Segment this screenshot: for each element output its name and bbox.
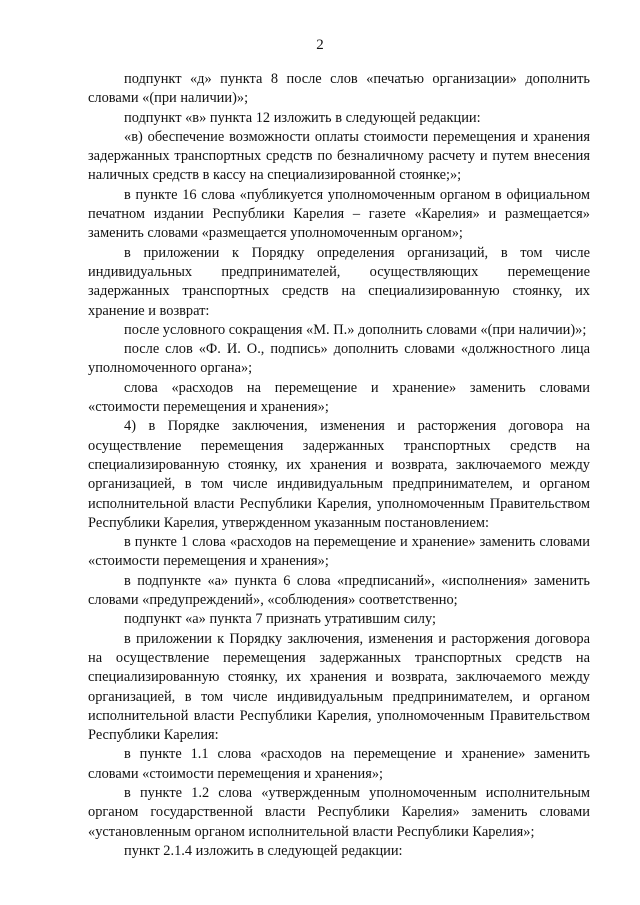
paragraph: в пункте 1 слова «расходов на перемещение и хранение» заменить словами «стоимости перемещения и хранения»; <box>88 534 590 570</box>
paragraph: в пункте 1.1 слова «расходов на перемещение и хранение» заменить словами «стоимости перемещения и хранения»; <box>88 746 590 782</box>
paragraph: подпункт «в» пункта 12 изложить в следующей редакции: <box>124 109 481 126</box>
paragraph: в приложении к Порядку определения организаций, в том числе индивидуальных предпринимателей, осуществляющих перемещение задержанных транспортных средств на специализированную стоянку, их хранение и возврат: <box>88 244 590 319</box>
paragraph: пункт 2.1.4 изложить в следующей редакции: <box>124 842 403 859</box>
paragraph: после условного сокращения «М. П.» дополнить словами «(при наличии)»; <box>124 321 587 338</box>
paragraph: в пункте 16 слова «публикуется уполномоченным органом в официальном печатном издании Республики Карелия – газете «Карелия» и размещается» заменить словами «размещается уполномоченным органом»; <box>88 186 590 242</box>
paragraph: «в) обеспечение возможности оплаты стоимости перемещения и хранения задержанных транспортных средств по безналичному расчету и путем внесения наличных средств в кассу на специализированной стоянке;»; <box>88 128 590 184</box>
page-number: 2 <box>316 37 324 53</box>
paragraph: в приложении к Порядку заключения, изменения и расторжения договора на осуществление перемещения задержанных транспортных средств на специализированную стоянку, их хранения и возврата, заключаемого между организацией, в том числе индивидуальным предпринимателем, и органом исполнительной власти Республики Карелия, уполномоченным Правительством Республики Карелия: <box>88 630 590 744</box>
document-body <box>88 70 590 861</box>
paragraph: слова «расходов на перемещение и хранение» заменить словами «стоимости перемещения и хранения»; <box>88 379 590 416</box>
paragraph: подпункт «а» пункта 7 признать утратившим силу; <box>124 611 436 628</box>
paragraph: подпункт «д» пункта 8 после слов «печатью организации» дополнить словами «(при наличии)»; <box>88 71 590 107</box>
paragraph: в пункте 1.2 слова «утвержденным уполномоченным исполнительным органом государственной власти Республики Карелия» заменить словами «установленным органом исполнительной власти Республики Карелия»; <box>88 784 590 840</box>
paragraph: 4) в Порядке заключения, изменения и расторжения договора на осуществление перемещения задержанных транспортных средств на специализированную стоянку, их хранения и возврата, заключаемого между организацией, в том числе индивидуальным предпринимателем, и органом исполнительной власти Республики Карелия, уполномоченным Правительством Республики Карелия, утвержденном указанным постановлением: <box>88 418 590 531</box>
paragraph: в подпункте «а» пункта 6 слова «предписаний», «исполнения» заменить словами «предупреждений», «соблюдения» соответственно; <box>88 572 590 609</box>
paragraph: после слов «Ф. И. О., подпись» дополнить словами «должностного лица уполномоченного органа»; <box>88 341 590 377</box>
